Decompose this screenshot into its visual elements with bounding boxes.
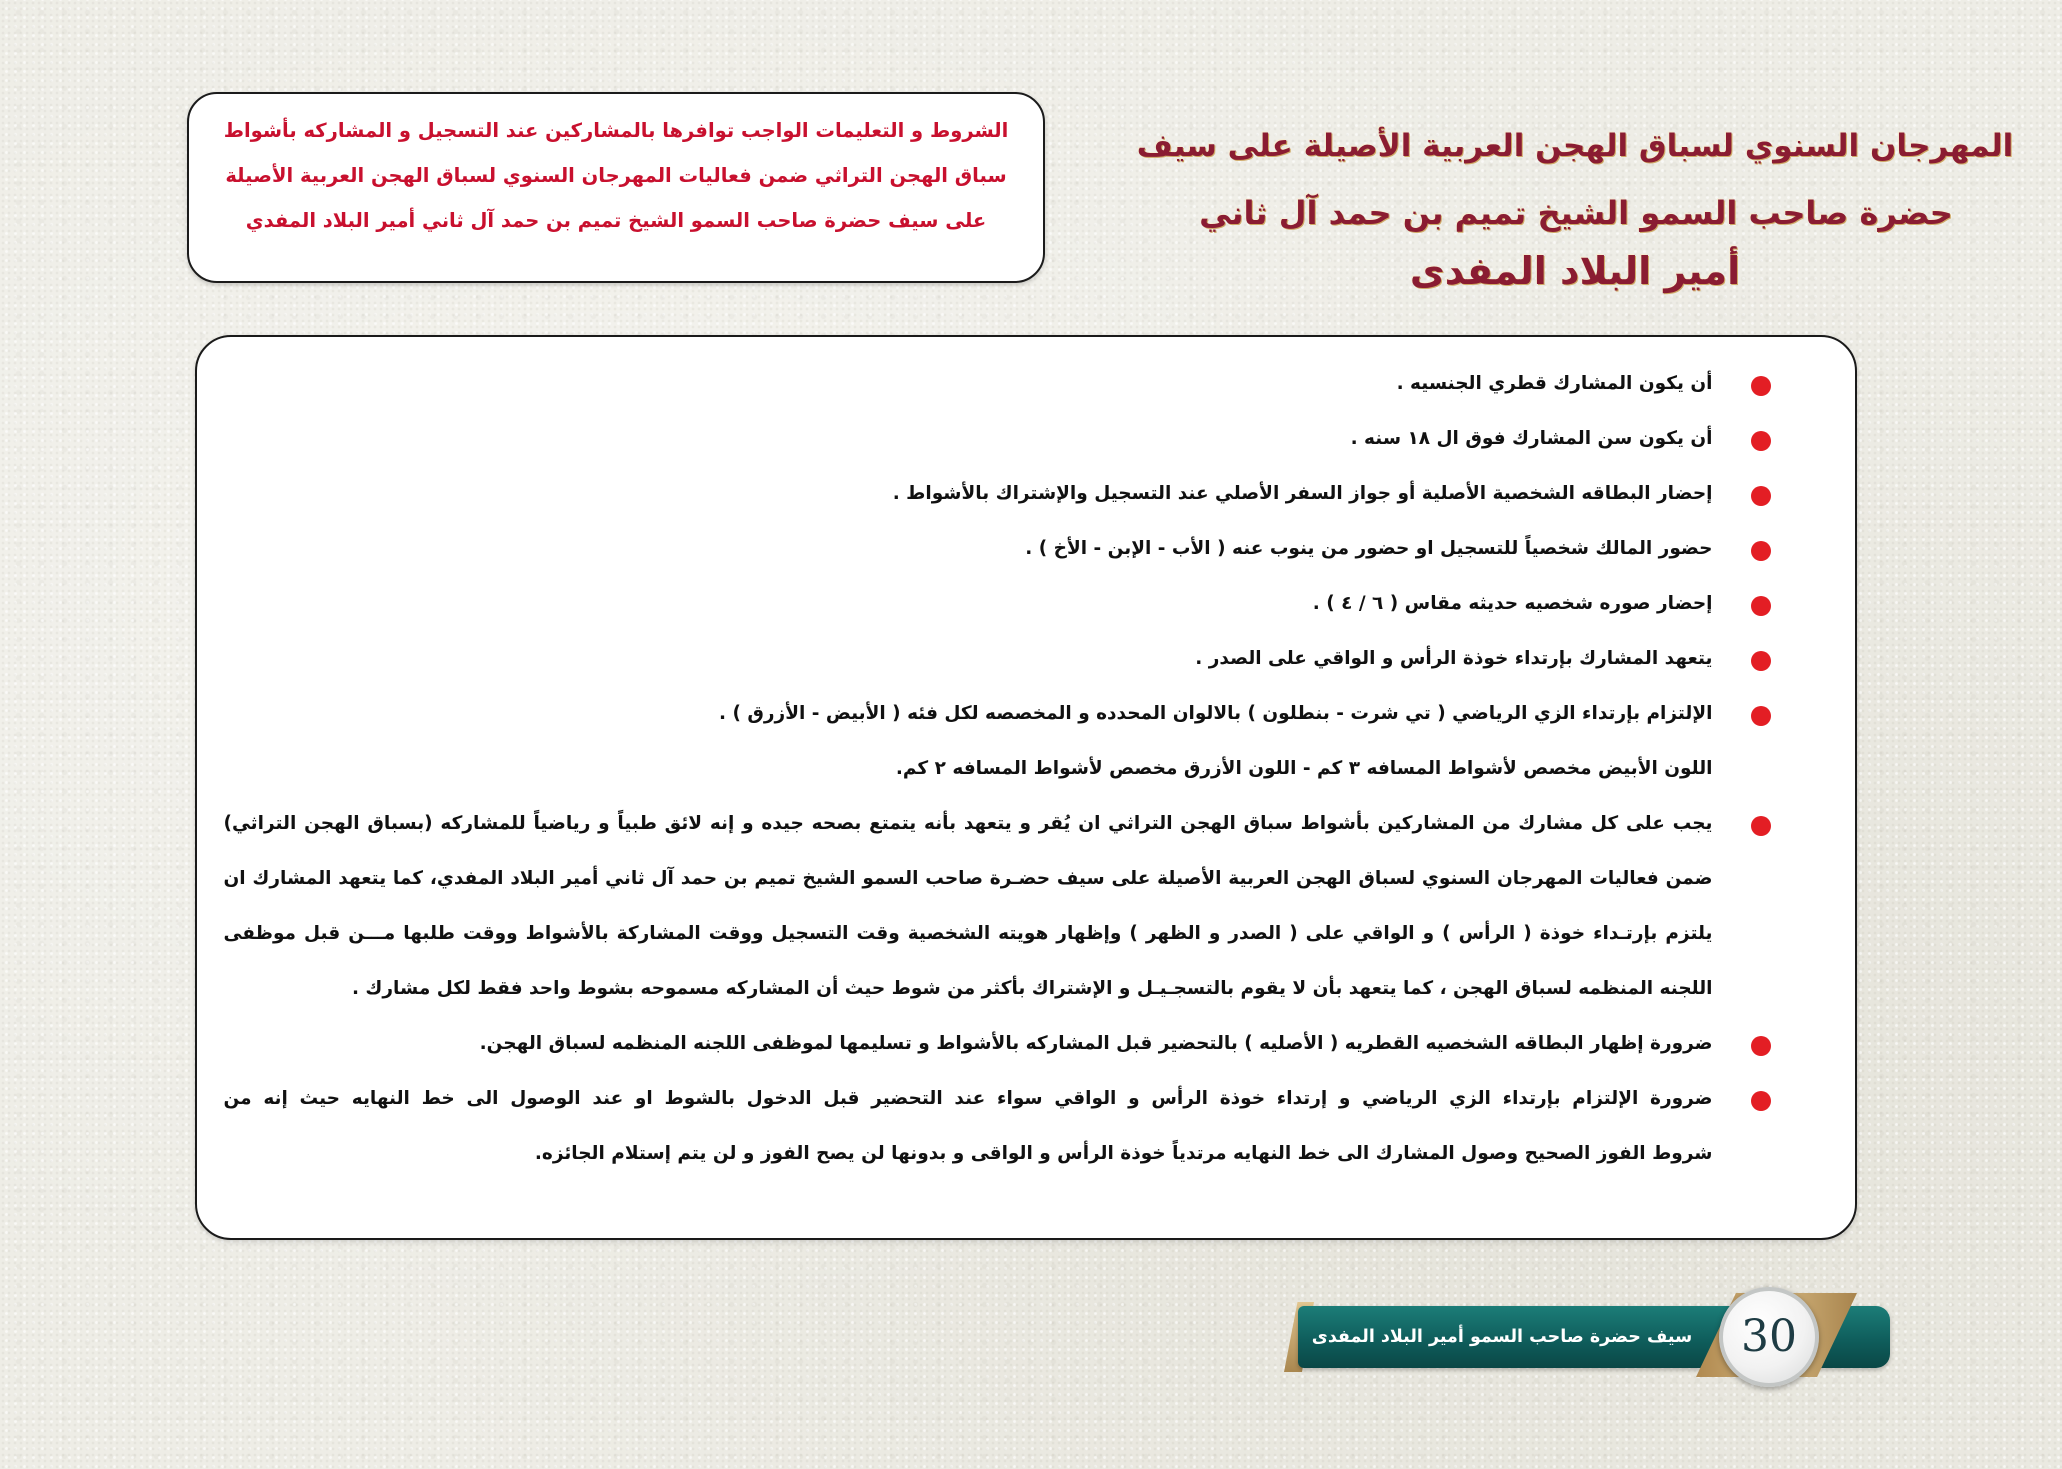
red-bullet-icon: [1751, 651, 1771, 671]
red-bullet-icon: [1751, 1036, 1771, 1056]
condition-text: شروط الفوز الصحيح وصول المشارك الى خط النهايه مرتدياً خوذة الرأس و الواقى و بدونها لن يصح الفوز و لن يتم إستلام الجائزه.: [534, 1143, 1713, 1164]
condition-row: [197, 1016, 1855, 1071]
condition-text: إحضار البطاقه الشخصية الأصلية أو جواز السفر الأصلي عند التسجيل والإشتراك بالأشواط .: [892, 483, 1713, 504]
heading-line-1: الشروط و التعليمات الواجب توافرها بالمشاركين عند التسجيل و المشاركه بأشواط: [223, 119, 1009, 142]
condition-item: [197, 576, 1855, 631]
festival-title-line-1: المهرجان السنوي لسباق الهجن العربية الأصيلة على سيف: [1136, 128, 2014, 164]
condition-row: [197, 576, 1855, 631]
red-bullet-icon: [1751, 1091, 1771, 1111]
page-number-badge: [1719, 1287, 1819, 1387]
condition-row: [197, 411, 1855, 466]
condition-text: يلتزم بإرتـداء خوذة ( الرأس ) و الواقي على ( الصدر و الظهر ) وإظهار هويته الشخصية وقت التسجيل ووقت المشاركة بالأشواط ووقت طلبها مـــن قبل موظفى: [223, 923, 1713, 944]
condition-row: [197, 631, 1855, 686]
footer-banner-text: سيف حضرة صاحب السمو أمير البلاد المفدى: [1311, 1327, 1693, 1347]
heading-line-3: على سيف حضرة صاحب السمو الشيخ تميم بن حمد آل ثاني أمير البلاد المفدي: [245, 209, 987, 232]
condition-text: ضرورة الإلتزام بإرتداء الزي الرياضي و إرتداء خوذة الرأس و الواقي سواء عند التحضير قبل الدخول بالشوط او عند الوصول الى خط النهايه حيث إنه من: [223, 1088, 1713, 1109]
red-bullet-icon: [1751, 376, 1771, 396]
condition-text: إحضار صوره شخصيه حديثه مقاس ( ٦ / ٤ ) .: [1312, 593, 1713, 614]
red-bullet-icon: [1751, 431, 1771, 451]
page-number: 30: [1741, 1311, 1797, 1362]
condition-item: [197, 521, 1855, 576]
condition-text: اللون الأبيض مخصص لأشواط المسافه ٣ كم - اللون الأزرق مخصص لأشواط المسافه ٢ كم.: [895, 758, 1713, 779]
red-bullet-icon: [1751, 486, 1771, 506]
festival-title-line-3: أمير البلاد المفدى: [1409, 249, 1741, 293]
condition-row: [197, 521, 1855, 576]
condition-text: أن يكون المشارك قطري الجنسيه .: [1396, 373, 1713, 394]
condition-row: [197, 851, 1855, 906]
condition-row: [197, 741, 1855, 796]
condition-row: [197, 356, 1855, 411]
condition-item: [197, 356, 1855, 411]
condition-text: ضمن فعاليات المهرجان السنوي لسباق الهجن العربية الأصيلة على سيف حضـرة صاحب السمو الشيخ تميم بن حمد آل ثاني أمير البلاد المفدي، كما يتعهد المشارك ان: [223, 868, 1713, 889]
condition-item: [197, 1071, 1855, 1181]
condition-text: اللجنه المنظمه لسباق الهجن ، كما يتعهد بأن لا يقوم بالتسجـيـل و الإشتراك بأكثر من شوط حيث أن المشاركه مسموحه بشوط واحد فقط لكل مشارك .: [351, 978, 1713, 999]
condition-item: [197, 796, 1855, 1016]
conditions-list: [197, 356, 1855, 1181]
condition-row: [197, 686, 1855, 741]
red-bullet-icon: [1751, 541, 1771, 561]
condition-item: [197, 686, 1855, 796]
red-bullet-icon: [1751, 596, 1771, 616]
red-bullet-icon: [1751, 706, 1771, 726]
heading-line-2: سباق الهجن التراثي ضمن فعاليات المهرجان السنوي لسباق الهجن العربية الأصيلة: [225, 164, 1007, 187]
condition-item: [197, 1016, 1855, 1071]
condition-text: ضرورة إظهار البطاقه الشخصيه القطريه ( الأصليه ) بالتحضير قبل المشاركه بالأشواط و تسليمها لموظفى اللجنه المنظمه لسباق الهجن.: [479, 1033, 1713, 1054]
condition-row: [197, 1126, 1855, 1181]
condition-text: الإلتزام بإرتداء الزي الرياضي ( تي شرت - بنطلون ) بالالوان المحدده و المخصصه لكل فئه ( الأبيض - الأزرق ) .: [719, 703, 1713, 724]
festival-title-line-2: حضرة صاحب السمو الشيخ تميم بن حمد آل ثاني: [1199, 194, 1953, 232]
condition-item: [197, 466, 1855, 521]
condition-text: يتعهد المشارك بإرتداء خوذة الرأس و الواقي على الصدر .: [1195, 648, 1713, 669]
condition-text: حضور المالك شخصياً للتسجيل او حضور من ينوب عنه ( الأب - الإبن - الأخ ) .: [1025, 538, 1713, 559]
condition-item: [197, 411, 1855, 466]
condition-item: [197, 631, 1855, 686]
condition-row: [197, 466, 1855, 521]
condition-row: [197, 906, 1855, 961]
condition-row: [197, 796, 1855, 851]
condition-row: [197, 1071, 1855, 1126]
red-bullet-icon: [1751, 816, 1771, 836]
conditions-box: [195, 335, 1857, 1240]
conditions-heading-box: [187, 92, 1045, 283]
condition-text: أن يكون سن المشارك فوق ال ١٨ سنه .: [1350, 428, 1713, 449]
condition-text: يجب على كل مشارك من المشاركين بأشواط سباق الهجن التراثي ان يُقر و يتعهد بأنه يتمتع بصحه جيده و إنه لائق طبياً و رياضياً للمشاركه (بسباق الهجن التراثي): [223, 813, 1713, 834]
condition-row: [197, 961, 1855, 1016]
